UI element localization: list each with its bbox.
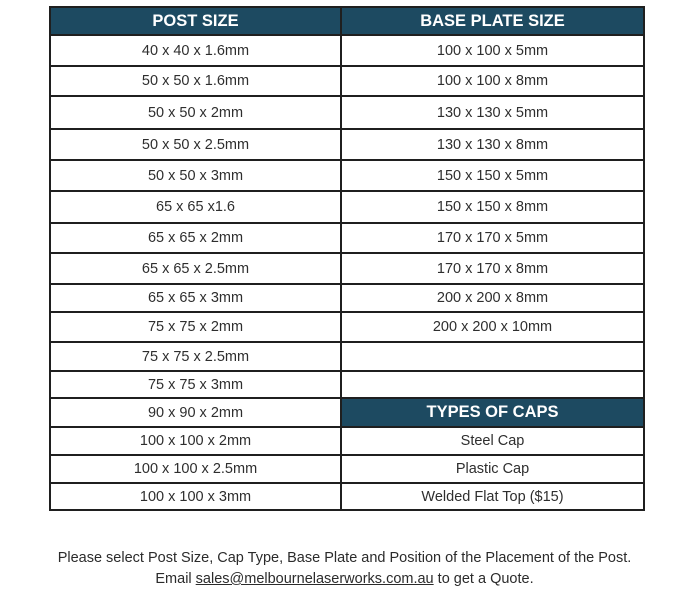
empty-cell: [341, 371, 644, 398]
table-header-row: [50, 7, 644, 35]
table-row: [50, 160, 644, 191]
base-plate-size-cell: 170 x 170 x 5mm: [341, 223, 644, 253]
post-size-cell: 90 x 90 x 2mm: [50, 398, 341, 427]
table-row: [50, 427, 644, 455]
post-size-header: POST SIZE: [50, 7, 341, 35]
table-row: [50, 398, 644, 427]
email-link[interactable]: sales@melbournelaserworks.com.au: [195, 571, 434, 587]
table-row: [50, 223, 644, 253]
base-plate-size-header: BASE PLATE SIZE: [341, 7, 644, 35]
post-size-cell: 75 x 75 x 3mm: [50, 371, 341, 398]
table-row: [50, 35, 644, 66]
base-plate-size-cell: 150 x 150 x 8mm: [341, 191, 644, 223]
post-size-cell: 100 x 100 x 2mm: [50, 427, 341, 455]
quote-instructions: [0, 569, 689, 590]
post-size-cell: 65 x 65 x 3mm: [50, 284, 341, 312]
base-plate-size-cell: 200 x 200 x 8mm: [341, 284, 644, 312]
post-size-cell: 50 x 50 x 2.5mm: [50, 129, 341, 160]
post-size-cell: 50 x 50 x 2mm: [50, 96, 341, 129]
post-size-cell: 65 x 65 x1.6: [50, 191, 341, 223]
base-plate-size-cell: 130 x 130 x 5mm: [341, 96, 644, 129]
post-size-cell: 100 x 100 x 3mm: [50, 483, 341, 510]
base-plate-size-cell: 100 x 100 x 5mm: [341, 35, 644, 66]
cap-type-cell: Welded Flat Top ($15): [341, 483, 644, 510]
table-row: [50, 253, 644, 284]
table-row: [50, 483, 644, 510]
post-size-cell: 65 x 65 x 2.5mm: [50, 253, 341, 284]
cap-type-cell: Plastic Cap: [341, 455, 644, 483]
base-plate-size-cell: 130 x 130 x 8mm: [341, 129, 644, 160]
email-suffix-text: to get a Quote.: [433, 571, 534, 587]
empty-cell: [341, 342, 644, 371]
post-size-cell: 40 x 40 x 1.6mm: [50, 35, 341, 66]
table-row: [50, 66, 644, 96]
base-plate-size-cell: 200 x 200 x 10mm: [341, 312, 644, 342]
table-row: [50, 342, 644, 371]
table-row: [50, 129, 644, 160]
post-size-cell: 50 x 50 x 3mm: [50, 160, 341, 191]
instructions-text: Please select Post Size, Cap Type, Base Plate and Position of the Placement of the Post.: [57, 550, 632, 566]
post-size-cell: 65 x 65 x 2mm: [50, 223, 341, 253]
table-row: [50, 312, 644, 342]
post-size-cell: 75 x 75 x 2.5mm: [50, 342, 341, 371]
post-size-cell: 50 x 50 x 1.6mm: [50, 66, 341, 96]
table-row: [50, 96, 644, 129]
post-size-cell: 75 x 75 x 2mm: [50, 312, 341, 342]
table-row: [50, 284, 644, 312]
base-plate-size-cell: 170 x 170 x 8mm: [341, 253, 644, 284]
post-base-plate-size-table: [49, 6, 645, 511]
post-size-cell: 100 x 100 x 2.5mm: [50, 455, 341, 483]
table-row: [50, 371, 644, 398]
cap-type-cell: Steel Cap: [341, 427, 644, 455]
email-prefix-text: Email: [155, 571, 196, 587]
table-row: [50, 191, 644, 223]
base-plate-size-cell: 150 x 150 x 5mm: [341, 160, 644, 191]
table-row: [50, 455, 644, 483]
types-of-caps-header: TYPES OF CAPS: [341, 398, 644, 427]
base-plate-size-cell: 100 x 100 x 8mm: [341, 66, 644, 96]
